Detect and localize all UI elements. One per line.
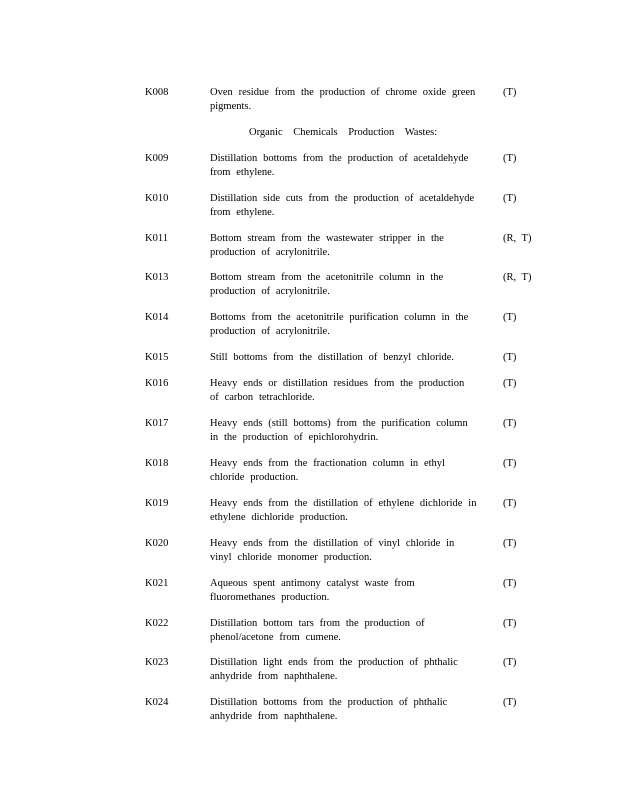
waste-code: K020 [145,538,169,549]
waste-description [210,86,492,113]
description-line: Oven residue from the production of chrome oxide green [210,87,476,98]
waste-code: K009 [145,153,169,164]
waste-description [210,497,492,524]
hazard-code: (T) [503,458,517,469]
description-line: fluoromethanes production. [210,591,330,603]
description-line: ethylene dichloride production. [210,511,348,523]
hazard-code: (T) [503,312,517,323]
waste-description [210,696,492,723]
description-line: Distillation bottoms from the production of acetaldehyde [210,153,469,164]
waste-description [210,192,492,219]
description-line: Heavy ends from the distillation of vinyl chloride in [210,538,455,549]
description-line: production of acrylonitrile. [210,325,330,337]
description-line: Aqueous spent antimony catalyst waste from [210,578,415,589]
waste-description [210,232,492,259]
waste-description [210,377,492,404]
waste-description [210,577,492,604]
waste-code: K008 [145,87,169,98]
hazard-code: (T) [503,697,517,708]
waste-code: K013 [145,272,169,283]
description-line: anhydride from naphthalene. [210,670,338,682]
hazard-code: (T) [503,538,517,549]
description-line: Bottom stream from the acetonitrile column in the [210,272,444,283]
section-heading: Organic Chemicals Production Wastes: [249,127,438,138]
waste-description [210,271,492,298]
description-line: Distillation bottoms from the production of phthalic [210,697,448,708]
waste-code: K017 [145,418,169,429]
waste-code: K010 [145,193,169,204]
waste-code: K024 [145,697,169,708]
waste-description [210,457,492,484]
hazard-code: (T) [503,618,517,629]
description-line: Distillation light ends from the production of phthalic [210,657,458,668]
hazard-code: (R, T) [503,233,532,244]
hazard-code: (T) [503,153,517,164]
waste-description [210,656,492,683]
description-line: in the production of epichlorohydrin. [210,431,379,443]
waste-description [210,311,492,338]
hazard-code: (T) [503,657,517,668]
waste-description [210,537,492,564]
waste-description [210,152,492,179]
waste-description [210,617,492,644]
hazard-code: (T) [503,498,517,509]
waste-code: K019 [145,498,169,509]
description-line: Bottoms from the acetonitrile purification column in the [210,312,469,323]
waste-code: K011 [145,233,168,244]
hazard-code: (T) [503,418,517,429]
description-line: Heavy ends (still bottoms) from the purification column [210,418,468,429]
waste-code: K016 [145,378,169,389]
waste-code: K015 [145,352,169,363]
description-line: Distillation side cuts from the production of acetaldehyde [210,193,475,204]
waste-code: K023 [145,657,169,668]
description-line: Distillation bottom tars from the production of [210,618,425,629]
hazard-code: (T) [503,378,517,389]
description-line: of carbon tetrachloride. [210,391,315,403]
description-line: from ethylene. [210,166,275,178]
waste-code: K018 [145,458,169,469]
description-line: chloride production. [210,471,299,483]
description-line: vinyl chloride monomer production. [210,551,372,563]
waste-code: K022 [145,618,169,629]
description-line: anhydride from naphthalene. [210,710,338,722]
description-line: pigments. [210,100,252,112]
description-line: phenol/acetone from cumene. [210,631,341,643]
description-line: production of acrylonitrile. [210,246,330,258]
waste-description [210,417,492,444]
hazard-code: (R, T) [503,272,532,283]
hazard-code: (T) [503,352,517,363]
hazard-code: (T) [503,578,517,589]
description-line: Heavy ends from the distillation of ethylene dichloride in [210,498,477,509]
description-line: Still bottoms from the distillation of benzyl chloride. [210,352,455,363]
hazard-code: (T) [503,87,517,98]
waste-code: K021 [145,578,169,589]
waste-description [210,351,492,365]
description-line: Heavy ends or distillation residues from the production [210,378,465,389]
waste-code: K014 [145,312,169,323]
description-line: Heavy ends from the fractionation column in ethyl [210,458,445,469]
hazard-code: (T) [503,193,517,204]
description-line: production of acrylonitrile. [210,285,330,297]
description-line: from ethylene. [210,206,275,218]
description-line: Bottom stream from the wastewater stripper in the [210,233,444,244]
